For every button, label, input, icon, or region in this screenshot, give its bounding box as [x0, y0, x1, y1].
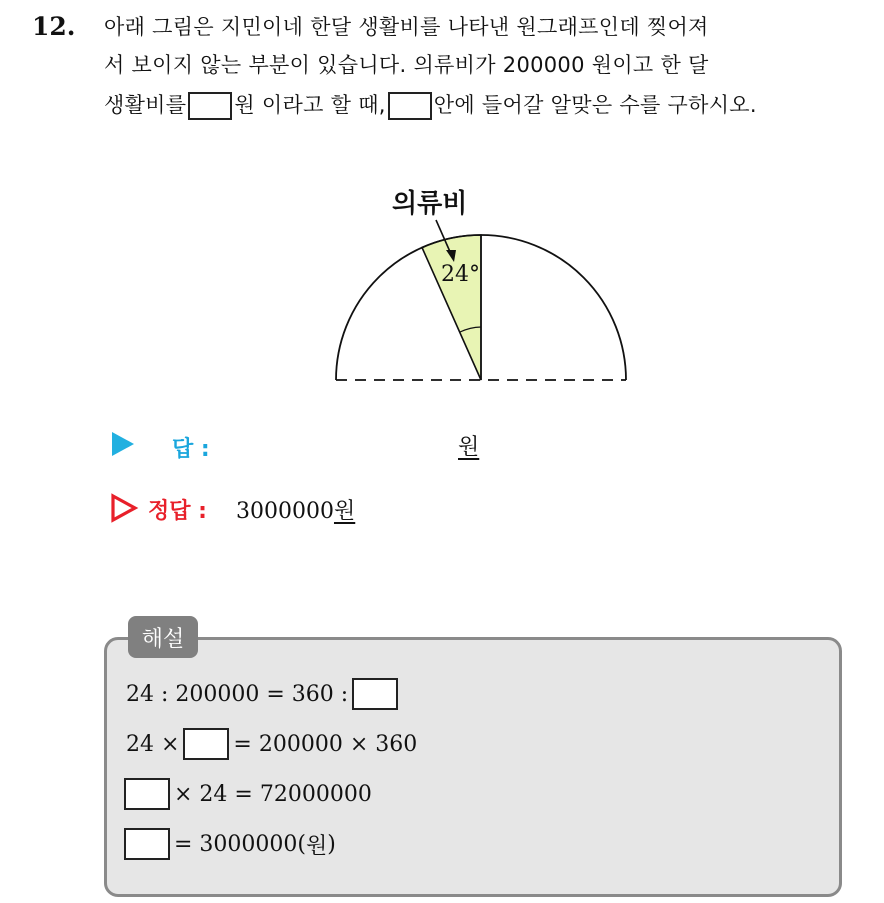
equation-4-close: ): [327, 831, 336, 857]
answer-triangle-icon: [112, 432, 134, 456]
equation-4-unit: 원: [306, 833, 328, 859]
question-line-1: 아래 그림은 지민이네 한달 생활비를 나타낸 원그래프인데 찢어져: [104, 15, 709, 39]
solution-label: 정답 :: [148, 499, 207, 524]
blank-box-1: [188, 92, 232, 120]
answer-label: 답 :: [172, 437, 210, 462]
blank-box-2: [388, 92, 432, 120]
question-line-3-part3: 안에 들어갈 알맞은 수를 구하시오.: [433, 93, 757, 117]
solution-triangle-icon: [110, 493, 140, 523]
equation-1-text: 24 : 200000 = 360 :: [126, 681, 349, 707]
equation-2-left: 24 ×: [126, 731, 180, 757]
equation-3: [124, 778, 372, 810]
equation-2: [126, 728, 417, 760]
explanation-tab: 해설: [128, 616, 198, 658]
equation-3-blank: [124, 778, 170, 810]
equation-2-right: = 200000 × 360: [233, 731, 418, 757]
question-line-2: 서 보이지 않는 부분이 있습니다. 의류비가 200000 원이고 한 달: [104, 53, 709, 77]
solution-value: [236, 494, 355, 525]
equation-1-blank: [352, 678, 398, 710]
question-number: 12.: [32, 12, 76, 41]
circle-graph-svg: [320, 180, 640, 390]
question-line-3: [104, 88, 757, 122]
equation-4: [124, 828, 336, 860]
equation-4-right: = 3000000(: [174, 831, 306, 857]
equation-2-blank: [183, 728, 229, 760]
category-label: 의류비: [392, 189, 468, 219]
solution-number: 3000000: [236, 499, 334, 524]
angle-label: 24°: [441, 262, 480, 287]
solution-unit: 원: [333, 499, 356, 524]
torn-circle-graph: [320, 180, 640, 390]
equation-1: [126, 678, 402, 710]
answer-unit: 원: [458, 435, 480, 460]
equation-4-blank: [124, 828, 170, 860]
equation-3-right: × 24 = 72000000: [174, 781, 372, 807]
question-line-3-part1: 생활비를: [104, 93, 187, 117]
question-line-3-part2: 원 이라고 할 때,: [234, 93, 386, 117]
